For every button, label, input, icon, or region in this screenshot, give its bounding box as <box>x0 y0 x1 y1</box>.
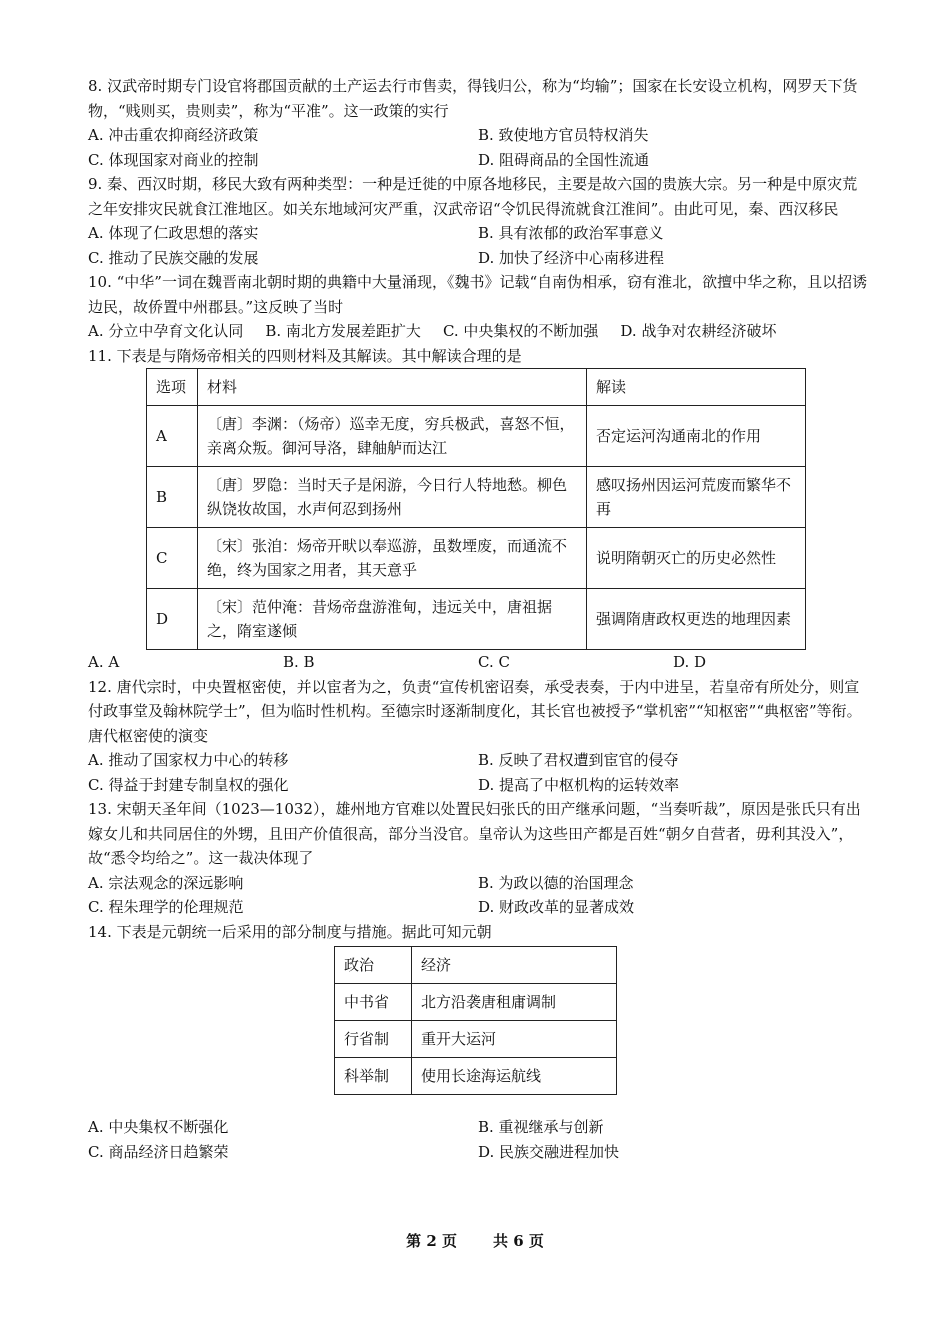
cell-reading: 强调隋唐政权更迭的地理因素 <box>587 589 806 650</box>
header-material: 材料 <box>198 369 587 406</box>
question-stem: 12. 唐代宗时，中央置枢密使，并以宦者为之，负责“宣传机密诏奏，承受表奏，于内中进呈，若皇帝有所处分，则宣付政事堂及翰林院学士”，但为临时性机构。至德宗时逐渐制度化，其长官也被授予“掌机密”“知枢密”“典枢密”等衔。唐代枢密使的演变 <box>88 677 862 745</box>
cell-option: D <box>147 589 198 650</box>
option-b[interactable]: B. 为政以德的治国理念 <box>478 873 634 892</box>
options <box>88 123 868 172</box>
header-option: 选项 <box>147 369 198 406</box>
cell-material: 〔唐〕罗隐：当时天子是闲游，今日行人特地愁。柳色纵饶妆故国，水声何忍到扬州 <box>198 467 587 528</box>
cell-politics: 行省制 <box>335 1021 412 1058</box>
options <box>88 1115 868 1164</box>
option-a[interactable]: A. 中央集权不断强化 <box>88 1118 229 1136</box>
option-b[interactable]: B. 反映了君权遭到宦官的侵夺 <box>478 751 679 769</box>
cell-politics: 中书省 <box>335 984 412 1021</box>
option-a[interactable]: A. 冲击重农抑商经济政策 <box>88 126 259 144</box>
cell-option: B <box>147 467 198 528</box>
option-a[interactable]: A. 宗法观念的深远影响 <box>88 873 244 892</box>
option-c[interactable]: C. 中央集权的不断加强 <box>442 322 599 340</box>
page-number: 第 2 页 <box>406 1232 457 1250</box>
page-footer <box>0 1230 950 1251</box>
table-header-row <box>335 947 617 984</box>
question-12 <box>88 675 868 798</box>
option-c[interactable]: C. 程朱理学的伦理规范 <box>88 898 244 916</box>
material-table <box>146 368 806 650</box>
table-row <box>147 467 806 528</box>
option-d[interactable]: D. 民族交融进程加快 <box>478 1142 620 1161</box>
option-c[interactable]: C. 得益于封建专制皇权的强化 <box>88 775 289 794</box>
question-9 <box>88 172 868 270</box>
page-total: 共 6 页 <box>493 1232 544 1250</box>
question-stem: 10. “中华”一词在魏晋南北朝时期的典籍中大量涌现，《魏书》记载“自南伪相承，窃有淮北，欲擅中华之称，且以招诱边民，故侨置中州郡县。”这反映了当时 <box>88 273 868 316</box>
question-8 <box>88 74 868 172</box>
cell-economy: 使用长途海运航线 <box>412 1058 617 1095</box>
option-d[interactable]: D. 战争对农耕经济破坏 <box>620 322 777 340</box>
option-b[interactable]: B. 重视继承与创新 <box>478 1118 604 1136</box>
cell-material: 〔唐〕李渊：（炀帝）巡幸无度，穷兵极武，喜怒不恒，亲离众叛。御河导洛，肆舳舻而达江 <box>198 406 587 467</box>
option-a[interactable]: A. 推动了国家权力中心的转移 <box>88 751 289 769</box>
option-c[interactable]: C. C <box>478 653 510 671</box>
question-11 <box>88 344 868 675</box>
question-14 <box>88 920 868 1165</box>
exam-page <box>88 74 868 1164</box>
option-b[interactable]: B. B <box>283 653 315 671</box>
question-13 <box>88 797 868 920</box>
options <box>88 871 868 920</box>
table-header-row <box>147 369 806 406</box>
option-a[interactable]: A. 体现了仁政思想的落实 <box>88 224 259 242</box>
cell-economy: 北方沿袭唐租庸调制 <box>412 984 617 1021</box>
cell-reading: 感叹扬州因运河荒废而繁华不再 <box>587 467 806 528</box>
table-row <box>147 528 806 589</box>
table-row <box>147 406 806 467</box>
option-d[interactable]: D. 提高了中枢机构的运转效率 <box>478 775 680 794</box>
option-b[interactable]: B. 致使地方官员特权消失 <box>478 126 649 144</box>
option-c[interactable]: C. 推动了民族交融的发展 <box>88 248 259 267</box>
question-stem: 11. 下表是与隋炀帝相关的四则材料及其解读。其中解读合理的是 <box>88 346 522 365</box>
question-stem: 13. 宋朝天圣年间（1023—1032），雄州地方官难以处置民妇张氏的田产继承问题，“当奏听裁”，原因是张氏只有出嫁女儿和共同居住的外甥，且田产价值很高，部分当没官。皇帝认为这些田产都是百姓“朝夕自营者，毋利其没入”，故“悉令均给之”。这一裁决体现了 <box>88 800 861 867</box>
options <box>88 221 868 270</box>
question-10 <box>88 270 868 344</box>
option-b[interactable]: B. 具有浓郁的政治军事意义 <box>478 224 664 242</box>
table-row <box>335 1021 617 1058</box>
cell-material: 〔宋〕范仲淹：昔炀帝盘游淮甸，违远关中，唐祖据之，隋室遂倾 <box>198 589 587 650</box>
option-d[interactable]: D. 财政改革的显著成效 <box>478 898 635 916</box>
option-c[interactable]: C. 体现国家对商业的控制 <box>88 150 259 169</box>
option-a[interactable]: A. A <box>88 653 120 671</box>
options <box>88 319 868 344</box>
question-stem: 14. 下表是元朝统一后采用的部分制度与措施。据此可知元朝 <box>88 922 492 941</box>
measures-table <box>334 946 617 1095</box>
cell-material: 〔宋〕张洎：炀帝开畎以奉巡游，虽数堙废，而通流不绝，终为国家之用者，其天意乎 <box>198 528 587 589</box>
option-c[interactable]: C. 商品经济日趋繁荣 <box>88 1142 229 1161</box>
option-b[interactable]: B. 南北方发展差距扩大 <box>265 322 421 340</box>
cell-economy: 重开大运河 <box>412 1021 617 1058</box>
option-d[interactable]: D. 加快了经济中心南移进程 <box>478 248 665 267</box>
header-economy: 经济 <box>412 947 617 984</box>
question-stem: 9. 秦、西汉时期，移民大致有两种类型：一种是迁徙的中原各地移民，主要是故六国的贵族大宗。另一种是中原灾荒之年安排灾民就食江淮地区。如关东地域河灾严重，汉武帝诏“令饥民得流就食江淮间”。由此可见，秦、西汉移民 <box>88 175 858 218</box>
cell-option: A <box>147 406 198 467</box>
table-row <box>335 984 617 1021</box>
option-a[interactable]: A. 分立中孕育文化认同 <box>88 322 244 340</box>
table-row <box>335 1058 617 1095</box>
cell-option: C <box>147 528 198 589</box>
question-stem: 8. 汉武帝时期专门设官将郡国贡献的土产运去行市售卖，得钱归公，称为“均输”；国家在长安设立机构，网罗天下货物，“贱则买，贵则卖”，称为“平准”。这一政策的实行 <box>88 77 858 120</box>
cell-reading: 否定运河沟通南北的作用 <box>587 406 806 467</box>
table-row <box>147 589 806 650</box>
cell-politics: 科举制 <box>335 1058 412 1095</box>
options <box>88 748 868 797</box>
cell-reading: 说明隋朝灭亡的历史必然性 <box>587 528 806 589</box>
header-reading: 解读 <box>587 369 806 406</box>
option-d[interactable]: D. D <box>673 653 707 671</box>
options <box>88 650 868 675</box>
header-politics: 政治 <box>335 947 412 984</box>
option-d[interactable]: D. 阻碍商品的全国性流通 <box>478 150 650 169</box>
